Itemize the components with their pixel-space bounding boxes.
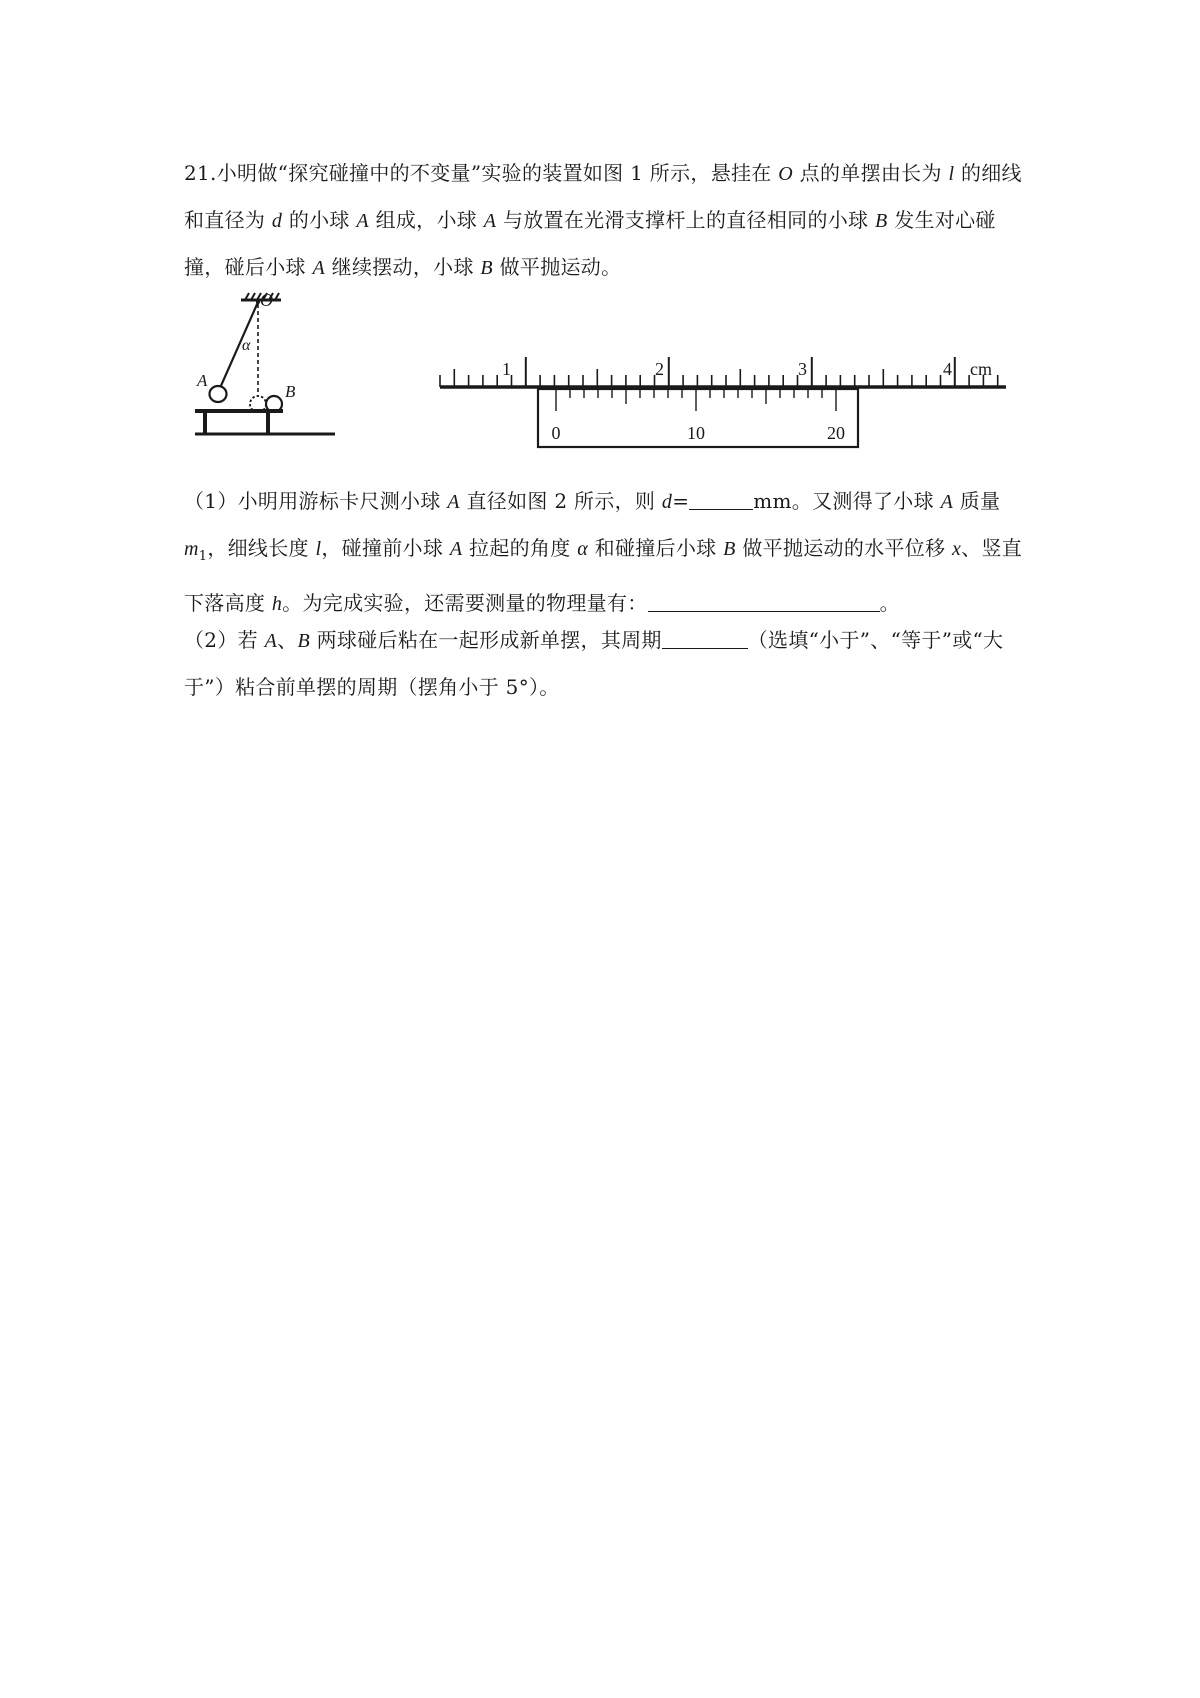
vernier-label-0: 0	[551, 423, 561, 443]
label-o: O	[260, 290, 273, 310]
pendulum-string	[220, 302, 258, 388]
main-scale-ticks	[440, 357, 998, 387]
question-part-2: （2）若 A、B 两球碰后粘在一起形成新单摆，其周期 （选填“小于”、“等于”或“大于”）粘合前单摆的周期（摆角小于 5°）。	[184, 628, 1004, 699]
label-a: A	[197, 371, 208, 390]
question-stem: 21.小明做“探究碰撞中的不变量”实验的装置如图 1 所示，悬挂在 O 点的单摆由长为 l 的细线和直径为 d 的小球 A 组成，小球 A 与放置在光滑支撑杆上的直径相同的小球 B 发生对心碰撞，碰后小球 A 继续摆动，小球 B 做平抛运动。	[184, 161, 1022, 279]
label-b: B	[285, 382, 296, 401]
vernier-label-10: 10	[687, 423, 705, 443]
unit-label: cm	[970, 359, 992, 379]
table	[195, 411, 335, 434]
answer-blank-quantities[interactable]	[648, 591, 880, 612]
figure-1-pendulum-apparatus	[195, 290, 375, 470]
main-scale-label-2: 2	[655, 359, 664, 379]
label-alpha: α	[242, 337, 251, 354]
main-scale-label-3: 3	[798, 359, 807, 379]
ball-a	[210, 386, 227, 402]
main-scale-label-1: 1	[502, 359, 511, 379]
question-number: 21.	[184, 161, 217, 185]
answer-blank-period[interactable]	[662, 628, 748, 649]
main-scale-label-4: 4	[943, 359, 952, 379]
vernier-scale-ticks	[556, 389, 836, 411]
vernier-label-20: 20	[827, 423, 845, 443]
answer-blank-diameter[interactable]	[689, 489, 753, 510]
question-part-1: （1）小明用游标卡尺测小球 A 直径如图 2 所示，则 d= mm。又测得了小球 A 质量 $m_1$，细线长度 l，碰撞前小球 A 拉起的角度 α 和碰撞后小球 B 做平抛运动的水平位移 x、竖直下落高度 h。为完成实验，还需要测量的物理量有： 。	[184, 489, 1023, 615]
figure-2-vernier-caliper	[430, 355, 1020, 470]
